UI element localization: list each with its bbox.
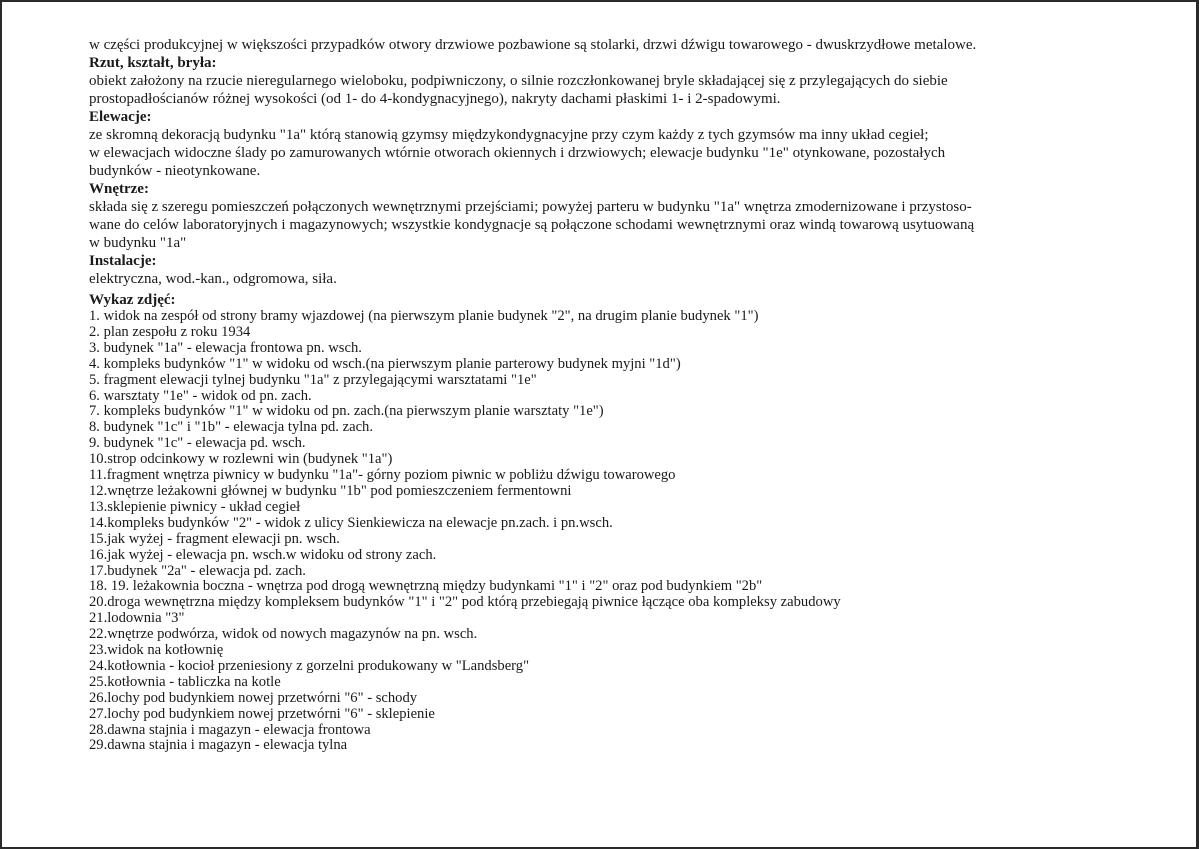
- section-line: prostopadłościanów różnej wysokości (od 1- do 4-kondygnacyjnego), nakryty dachami płaskimi 1- i 2-spadowymi.: [89, 91, 781, 107]
- list-item: 12.wnętrze leżakowni głównej w budynku "1b" pod pomieszczeniem fermentowni: [89, 482, 572, 499]
- section-line: ze skromną dekoracją budynku "1a" którą stanowią gzymsy międzykondygnacyjne przy czym każdy z tych gzymsów ma inny układ cegieł;: [89, 127, 929, 143]
- list-item: 15.jak wyżej - fragment elewacji pn. wsch.: [89, 530, 340, 547]
- list-item: 8. budynek "1c" i "1b" - elewacja tylna pd. zach.: [89, 419, 373, 436]
- list-item: 24.kotłownia - kocioł przeniesiony z gorzelni produkowany w "Landsberg": [89, 657, 530, 674]
- section-heading: Rzut, kształt, bryła:: [89, 55, 217, 71]
- document-body: [89, 36, 1149, 754]
- list-item: 5. fragment elewacji tylnej budynku "1a" z przylegającymi warsztatami "1e": [89, 371, 537, 388]
- list-item: 25.kotłownia - tabliczka na kotle: [89, 673, 281, 690]
- list-item: 18. 19. leżakownia boczna - wnętrza pod drogą wewnętrzną między budynkami "1" i "2" oraz pod budynkiem "2b": [89, 578, 763, 595]
- list-item: 6. warsztaty "1e" - widok od pn. zach.: [89, 387, 312, 404]
- list-item: 21.lodownia "3": [89, 610, 185, 627]
- list-item: 2. plan zespołu z roku 1934: [89, 323, 251, 340]
- section-installations: [89, 252, 1149, 288]
- section-interior: [89, 180, 1149, 252]
- photo-list: [89, 309, 1149, 754]
- list-item: 14.kompleks budynków "2" - widok z ulicy Sienkiewicza na elewacje pn.zach. i pn.wsch.: [89, 514, 613, 531]
- section-plan-shape: [89, 54, 1149, 108]
- list-item: 28.dawna stajnia i magazyn - elewacja frontowa: [89, 721, 371, 738]
- section-heading: Wnętrze:: [89, 181, 149, 197]
- section-heading: Instalacje:: [89, 253, 157, 269]
- photos-heading: Wykaz zdjęć:: [89, 292, 176, 308]
- intro-line: w części produkcyjnej w większości przypadków otwory drzwiowe pozbawione są stolarki, drzwi dźwigu towarowego - dwuskrzydłowe metalowe.: [89, 37, 977, 53]
- list-item: 1. widok na zespół od strony bramy wjazdowej (na pierwszym planie budynek "2", na drugim planie budynek "1"): [89, 308, 759, 324]
- list-item: 3. budynek "1a" - elewacja frontowa pn. wsch.: [89, 339, 362, 356]
- section-line: składa się z szeregu pomieszczeń połączonych wewnętrznymi przejściami; powyżej parteru w budynku "1a" wnętrza zmodernizowane i przystoso-: [89, 199, 972, 215]
- section-line: wane do celów laboratoryjnych i magazynowych; wszystkie kondygnacje są połączone schodami wewnętrznymi oraz windą towarową usytuowaną: [89, 217, 975, 233]
- section-heading: Elewacje:: [89, 109, 152, 125]
- list-item: 16.jak wyżej - elewacja pn. wsch.w widoku od strony zach.: [89, 546, 437, 563]
- list-item: 23.widok na kotłownię: [89, 642, 224, 659]
- section-elevations: [89, 108, 1149, 180]
- section-line: obiekt założony na rzucie nieregularnego wieloboku, podpiwniczony, o silnie rozczłonkowanej bryle składającej się z przylegających do siebie: [89, 73, 948, 89]
- section-line: w elewacjach widoczne ślady po zamurowanych wtórnie otworach okiennych i drzwiowych; elewacje budynku "1e" otynkowane, pozostałych: [89, 145, 946, 161]
- section-line: w budynku "1a": [89, 235, 187, 251]
- list-item: 26.lochy pod budynkiem nowej przetwórni "6" - schody: [89, 689, 418, 706]
- list-item: 13.sklepienie piwnicy - układ cegieł: [89, 498, 301, 515]
- list-item: 29.dawna stajnia i magazyn - elewacja tylna: [89, 737, 348, 754]
- list-item: 9. budynek "1c" - elewacja pd. wsch.: [89, 435, 306, 452]
- list-item: 10.strop odcinkowy w rozlewni win (budynek "1a"): [89, 451, 393, 468]
- list-item: 11.fragment wnętrza piwnicy w budynku "1a"- górny poziom piwnic w pobliżu dźwigu towarowego: [89, 467, 676, 484]
- section-line: elektryczna, wod.-kan., odgromowa, siła.: [89, 271, 337, 287]
- list-item: 22.wnętrze podwórza, widok od nowych magazynów na pn. wsch.: [89, 626, 478, 643]
- list-item: 27.lochy pod budynkiem nowej przetwórni "6" - sklepienie: [89, 705, 435, 722]
- section-line: budynków - nieotynkowane.: [89, 163, 261, 179]
- list-item: 20.droga wewnętrzna między kompleksem budynków "1" i "2" pod którą przebiegają piwnice łączące oba kompleksy zabudowy: [89, 594, 841, 611]
- section-photo-list: [89, 291, 1149, 754]
- list-item: 7. kompleks budynków "1" w widoku od pn. zach.(na pierwszym planie warsztaty "1e"): [89, 403, 604, 420]
- list-item: 4. kompleks budynków "1" w widoku od wsch.(na pierwszym planie parterowy budynek myjni "1d"): [89, 355, 681, 372]
- list-item: 17.budynek "2a" - elewacja pd. zach.: [89, 562, 306, 579]
